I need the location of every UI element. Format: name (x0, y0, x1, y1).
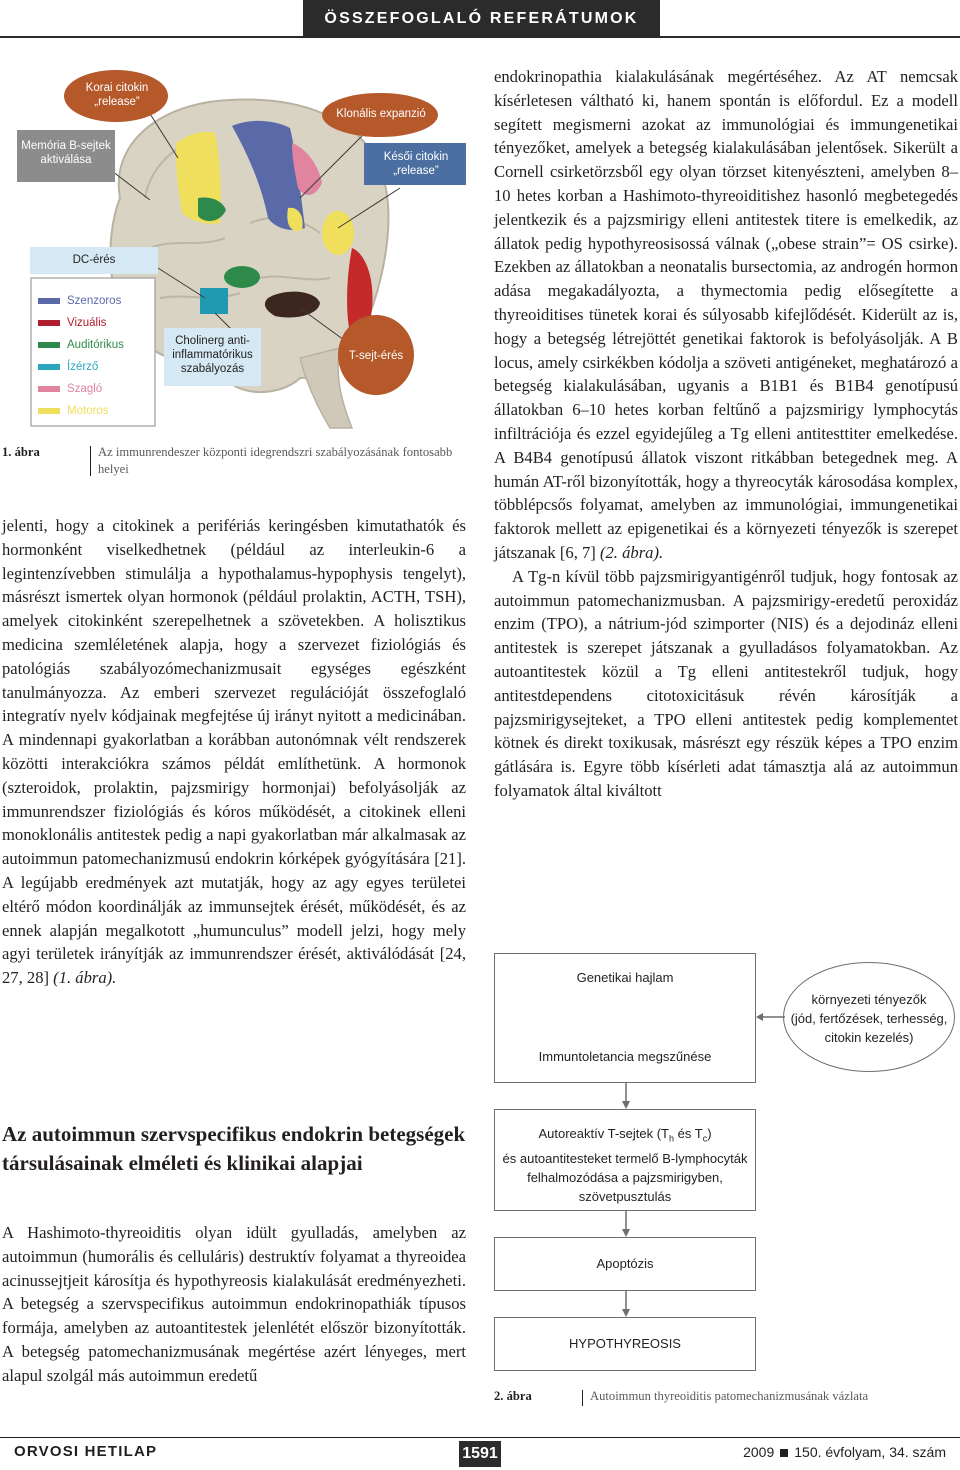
page-number: 1591 (459, 1441, 501, 1467)
flow-arrow-env (756, 1010, 786, 1024)
autoreactive-line-4: szövetpusztulás (578, 1188, 672, 1204)
legend (38, 290, 153, 422)
caption-divider (582, 1390, 583, 1406)
legend-item (38, 290, 153, 312)
legend-swatch (38, 408, 60, 414)
label-cholinergic: Cholinerg anti-inflammatórikus szabályozás (172, 335, 253, 375)
legend-item (38, 334, 153, 356)
left-column-paragraph-2: A Hashimoto-thyreoiditis olyan idült gyulladás, amelyben az autoimmun (humorális és celluláris) destruktív folyamat a thyreoidea acinussejtjeit károsítja és hypothyreosis kialakulását eredményezheti. A betegség a szervspecifikus autoimmun endokrinopathiák típusos formája, amelyben az autoantitestek jelenlétét először bizonyították. A betegség patomechanizmusának megértése azért lényeges, mert alapul szolgál más autoimmun eredetű (2, 1223, 466, 1385)
figure-1-caption-text: Az immunrendeszer központi idegrendszri szabályozásának fontosabb helyei (98, 445, 453, 476)
section-label: ÖSSZEFOGLALÓ REFERÁTUMOK (303, 0, 660, 37)
footer-square-icon (780, 1449, 788, 1457)
right-paragraph-1-ref: (2. ábra). (599, 542, 664, 562)
flow-box-hypothyreosis: HYPOTHYREOSIS (494, 1317, 756, 1371)
autoreactive-line-3: felhalmozódása a pajzsmirigyben, (527, 1169, 723, 1185)
label-memory-b: Memória B-sejtek aktiválása (21, 140, 111, 166)
legend-swatch (38, 386, 60, 392)
flow-box-apoptosis: Apoptózis (494, 1237, 756, 1291)
legend-item (38, 312, 153, 334)
environment-ellipse (783, 962, 955, 1072)
left-paragraph-1-text: jelenti, hogy a citokinek a perifériás keringésben kimutathatók és hormonként viselkedhetnek (például az interleukin-6 a legintenzívebben stimulálja a hypothalamus-hypophysis tengelyt), másrészt ismertek olyan hormonok (például prolaktin, ACTH, TSH), amelyek citokinként szerepelhetnek a szövetekben. A holisztikus medicina szemléletének alapja, hogy a szervezet fiziológiás és patológiás szabályozómechanizmusait egységes egészként tanulmányozza. Az emberi szervezet regulációját összefoglaló integratív nyelv kódjainak megfejtése új irányt nyitott a medicinában. A mindennapi gyakorlatban a korábban autonómnak vélt rendszerek közötti interakciókra számos példát említhetünk. A hormonok (szteroidok, prolaktin, pajzsmirigy hormonjai) befolyásolják az immunrendszer fiziológiás és kóros működését, a citokinek elleni monoklonális antitestek pedig a napi gyakorlatban már alkalmasak az autoimmun patomechanizmusú endokrin kórképek gyógyítására [21]. A legújabb eredmények azt mutatják, hogy az agy egyes területei eltérő módon koordinálják az immunsejtek érését, működését, és az ennek alapján megalkotott „humunculus” modell jelzi, hogy mely agyi területek irányítják az immunrendszer érését, aktiválódását [24, 27, 28] (2, 516, 466, 988)
legend-label: Vizuális (67, 317, 107, 329)
legend-swatch (38, 364, 60, 370)
figure-1-caption (2, 444, 470, 480)
flow-arrow-2 (619, 1211, 633, 1237)
label-dc: DC-érés (72, 254, 116, 266)
footer-rule (0, 1437, 960, 1438)
figure-2-caption-num: 2. ábra (494, 1389, 532, 1403)
flow-box-genetic (494, 953, 756, 1083)
figure-2-caption-text: Autoimmun thyreoiditis patomechanizmusának vázlata (590, 1389, 869, 1403)
env-line-2: (jód, fertőzések, terhesség, (790, 1011, 948, 1026)
legend-label: Auditórikus (67, 339, 124, 351)
env-line-3: citokin kezelés) (824, 1030, 914, 1045)
autoreactive-line-2: és autoantitesteket termelő B-lymphocyták (502, 1150, 748, 1166)
legend-label: Szenzoros (67, 295, 122, 307)
autoreactive-line-1: Autoreaktív T-sejtek ($T_h$ és $T_c$) (538, 1126, 712, 1144)
flow-box-genetic-line1: Genetikai hajlam (576, 970, 674, 985)
legend-swatch (38, 298, 60, 304)
right-paragraph-1-text: endokrinopathia kialakulásának megértéséhez. Az AT nemcsak kísérletesen váltható ki, hanem spontán is előfordul. Ez a modell segített megismerni azokat az immunológiai és immungenetikai tényezőket, amelyek a betegség kialakulásában jelentősek. Sikerült a Cornell csirketörzsből egy olyan törzset kitenyészteni, amelyben 8–10 hetes korban a Hashimoto-thyreoiditishez hasonló megbetegedés jelentkezik és a pajzsmirigy elleni antitestek titere is emelkedik, az állatok pedig hypothyreosisossá válnak („obese strain”= OS csirke). Ezekben az állatokban a neonatalis bursectomia, az androgén hormon adása megakadályozta, a thymectomia pedig elősegítette a thyreoiditises tünetek korai és súlyosabb kifejlődését. Kiderült az is, hogy a betegség létrejöttét genetikai faktorok is befolyásolják. A B locus, amely csirkékben kódolja a szöveti antigéneket, meghatározó a betegség kialakulásában, ugyanis a B1B1 és B1B4 genotípusú állatokban 6–10 hetes korban feltűnő a pajzsmirigy lymphocytás infiltrációja és ezzel egyidejűleg a Tg elleni antitesttiter emelkedése. A B4B4 genotípusú állatok viszont ritkábban betegednek meg. A humán AT-ről bizonyították, hogy a thyreocyták károsodása komplex, többlépcsős folyamat, amelyben az immunológiai, immungenetikai faktorok mellett az epigenetikai és a környezeti tényezők is szerepet játszanak [6, 7] (494, 67, 958, 562)
section-title: Az autoimmun szervspecifikus endokrin betegségek társulásainak elméleti és klinikai alapjai (2, 1122, 466, 1175)
legend-label: Szagló (67, 383, 103, 395)
legend-item (38, 400, 153, 422)
figure-1 (0, 48, 470, 438)
footer-year: 2009 (743, 1444, 775, 1460)
label-tcell: T-sejt-érés (348, 350, 404, 362)
legend-label: Ízérző (67, 361, 99, 373)
env-line-1: környezeti tényezők (811, 992, 927, 1007)
legend-swatch (38, 320, 60, 326)
flow-box-genetic-line2: Immuntoletancia megszűnése (538, 1049, 712, 1064)
legend-swatch (38, 342, 60, 348)
footer-volume: 150. évfolyam, 34. szám (794, 1444, 946, 1460)
right-paragraph-2: A Tg-n kívül több pajzsmirigyantigénről tudjuk, hogy fontosak az autoimmun patomechanizmusban. A pajzsmirigy-eredetű peroxidáz enzim (TPO), a nátrium-jód szimporter (NIS) és a dejodináz elleni antitestek is szerepet játszanak a gyulladásos folyamatokban. Az autoantitestek közül a Tg elleni antitestekről tudjuk, hogy antitestdependens citotoxicitásuk révén károsítják a pajzsmirigysejteket, a TPO elleni antitestek pedig komplementet kötnek és direkt toxikusak, másrészt egy részük képes a TPO enzim gátlására is. Egyre több kísérleti adat támasztja alá az autoimmun folyamatok által kiváltott (494, 566, 958, 800)
legend-item (38, 356, 153, 378)
left-column-paragraph-1 (2, 514, 466, 990)
figure-1-caption-num: 1. ábra (2, 445, 40, 459)
caption-divider (90, 446, 91, 476)
label-late-cytokine: Késői citokin „release” (383, 151, 449, 177)
journal-name: ORVOSI HETILAP (14, 1443, 158, 1460)
figure-2-caption (494, 1388, 958, 1408)
flow-arrow-3 (619, 1291, 633, 1317)
label-clonal-expansion: Klonális expanzió (336, 108, 426, 120)
right-column-text (494, 65, 958, 803)
legend-label: Motoros (67, 405, 109, 417)
flow-arrow-1 (619, 1083, 633, 1109)
legend-item (38, 378, 153, 400)
flow-box-autoreactive (494, 1109, 756, 1211)
left-paragraph-1-ref: (1. ábra). (53, 968, 117, 988)
issue-info (743, 1444, 946, 1460)
label-early-cytokine: Korai citokin „release” (85, 82, 149, 108)
